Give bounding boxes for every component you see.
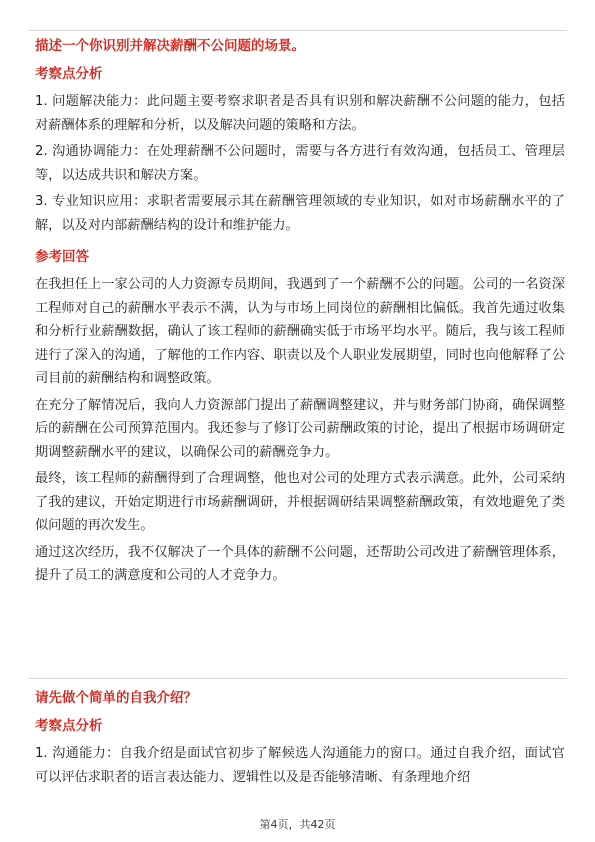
- answer-paragraph: 在充分了解情况后，我向人力资源部门提出了薪酬调整建议，并与财务部门协商，确保调整后的薪酬在公司预算范围内。我还参与了修订公司薪酬政策的讨论，提出了根据市场调研定期调整薪酬水平的建议，以确保公司的薪酬竞争力。: [35, 397, 565, 460]
- question-divider: [28, 678, 567, 679]
- analysis-section: [35, 64, 565, 237]
- answer-heading: 参考回答: [35, 249, 89, 265]
- top-divider: [28, 30, 567, 31]
- analysis-point: 1. 问题解决能力：此问题主要考察求职者是否具有识别和解决薪酬不公问题的能力，包括对薪酬体系的理解和分析，以及解决问题的策略和方法。: [35, 94, 565, 133]
- question-title: 请先做个简单的自我介绍？: [35, 690, 197, 706]
- analysis-point: 3. 专业知识应用：求职者需要展示其在薪酬管理领域的专业知识，如对市场薪酬水平的了解，以及对内部薪酬结构的设计和维护能力。: [35, 194, 565, 233]
- analysis-point: 1. 沟通能力：自我介绍是面试官初步了解候选人沟通能力的窗口。通过自我介绍，面试官可以评估求职者的语言表达能力、逻辑性以及是否能够清晰、有条理地介绍: [35, 746, 565, 785]
- answer-paragraph: 在我担任上一家公司的人力资源专员期间，我遇到了一个薪酬不公的问题。公司的一名资深工程师对自己的薪酬水平表示不满，认为与市场上同岗位的薪酬相比偏低。我首先通过收集和分析行业薪酬数据，确认了该工程师的薪酬确实低于市场平均水平。随后，我与该工程师进行了深入的沟通，了解他的工作内容、职责以及个人职业发展期望，同时也向他解释了公司目前的薪酬结构和调整政策。: [35, 277, 565, 386]
- answer-section: [35, 247, 565, 588]
- page-content: [35, 36, 565, 598]
- analysis-heading: 考察点分析: [35, 718, 103, 734]
- analysis-heading: 考察点分析: [35, 66, 103, 82]
- question-2: [35, 688, 565, 789]
- page-content-continued: [35, 688, 565, 799]
- question-1: [35, 36, 565, 588]
- page-number: 第4页，共42页: [259, 818, 336, 831]
- answer-paragraph: 最终，该工程师的薪酬得到了合理调整，他也对公司的处理方式表示满意。此外，公司采纳了我的建议，开始定期进行市场薪酬调研，并根据调研结果调整薪酬政策，有效地避免了类似问题的再次发生。: [35, 471, 565, 533]
- analysis-section: [35, 716, 565, 789]
- analysis-point: 2. 沟通协调能力：在处理薪酬不公问题时，需要与各方进行有效沟通，包括员工、管理层等，以达成共识和解决方案。: [35, 144, 565, 183]
- question-title: 描述一个你识别并解决薪酬不公问题的场景。: [35, 38, 305, 54]
- answer-paragraph: 通过这次经历，我不仅解决了一个具体的薪酬不公问题，还帮助公司改进了薪酬管理体系，提升了员工的满意度和公司的人才竞争力。: [35, 544, 565, 583]
